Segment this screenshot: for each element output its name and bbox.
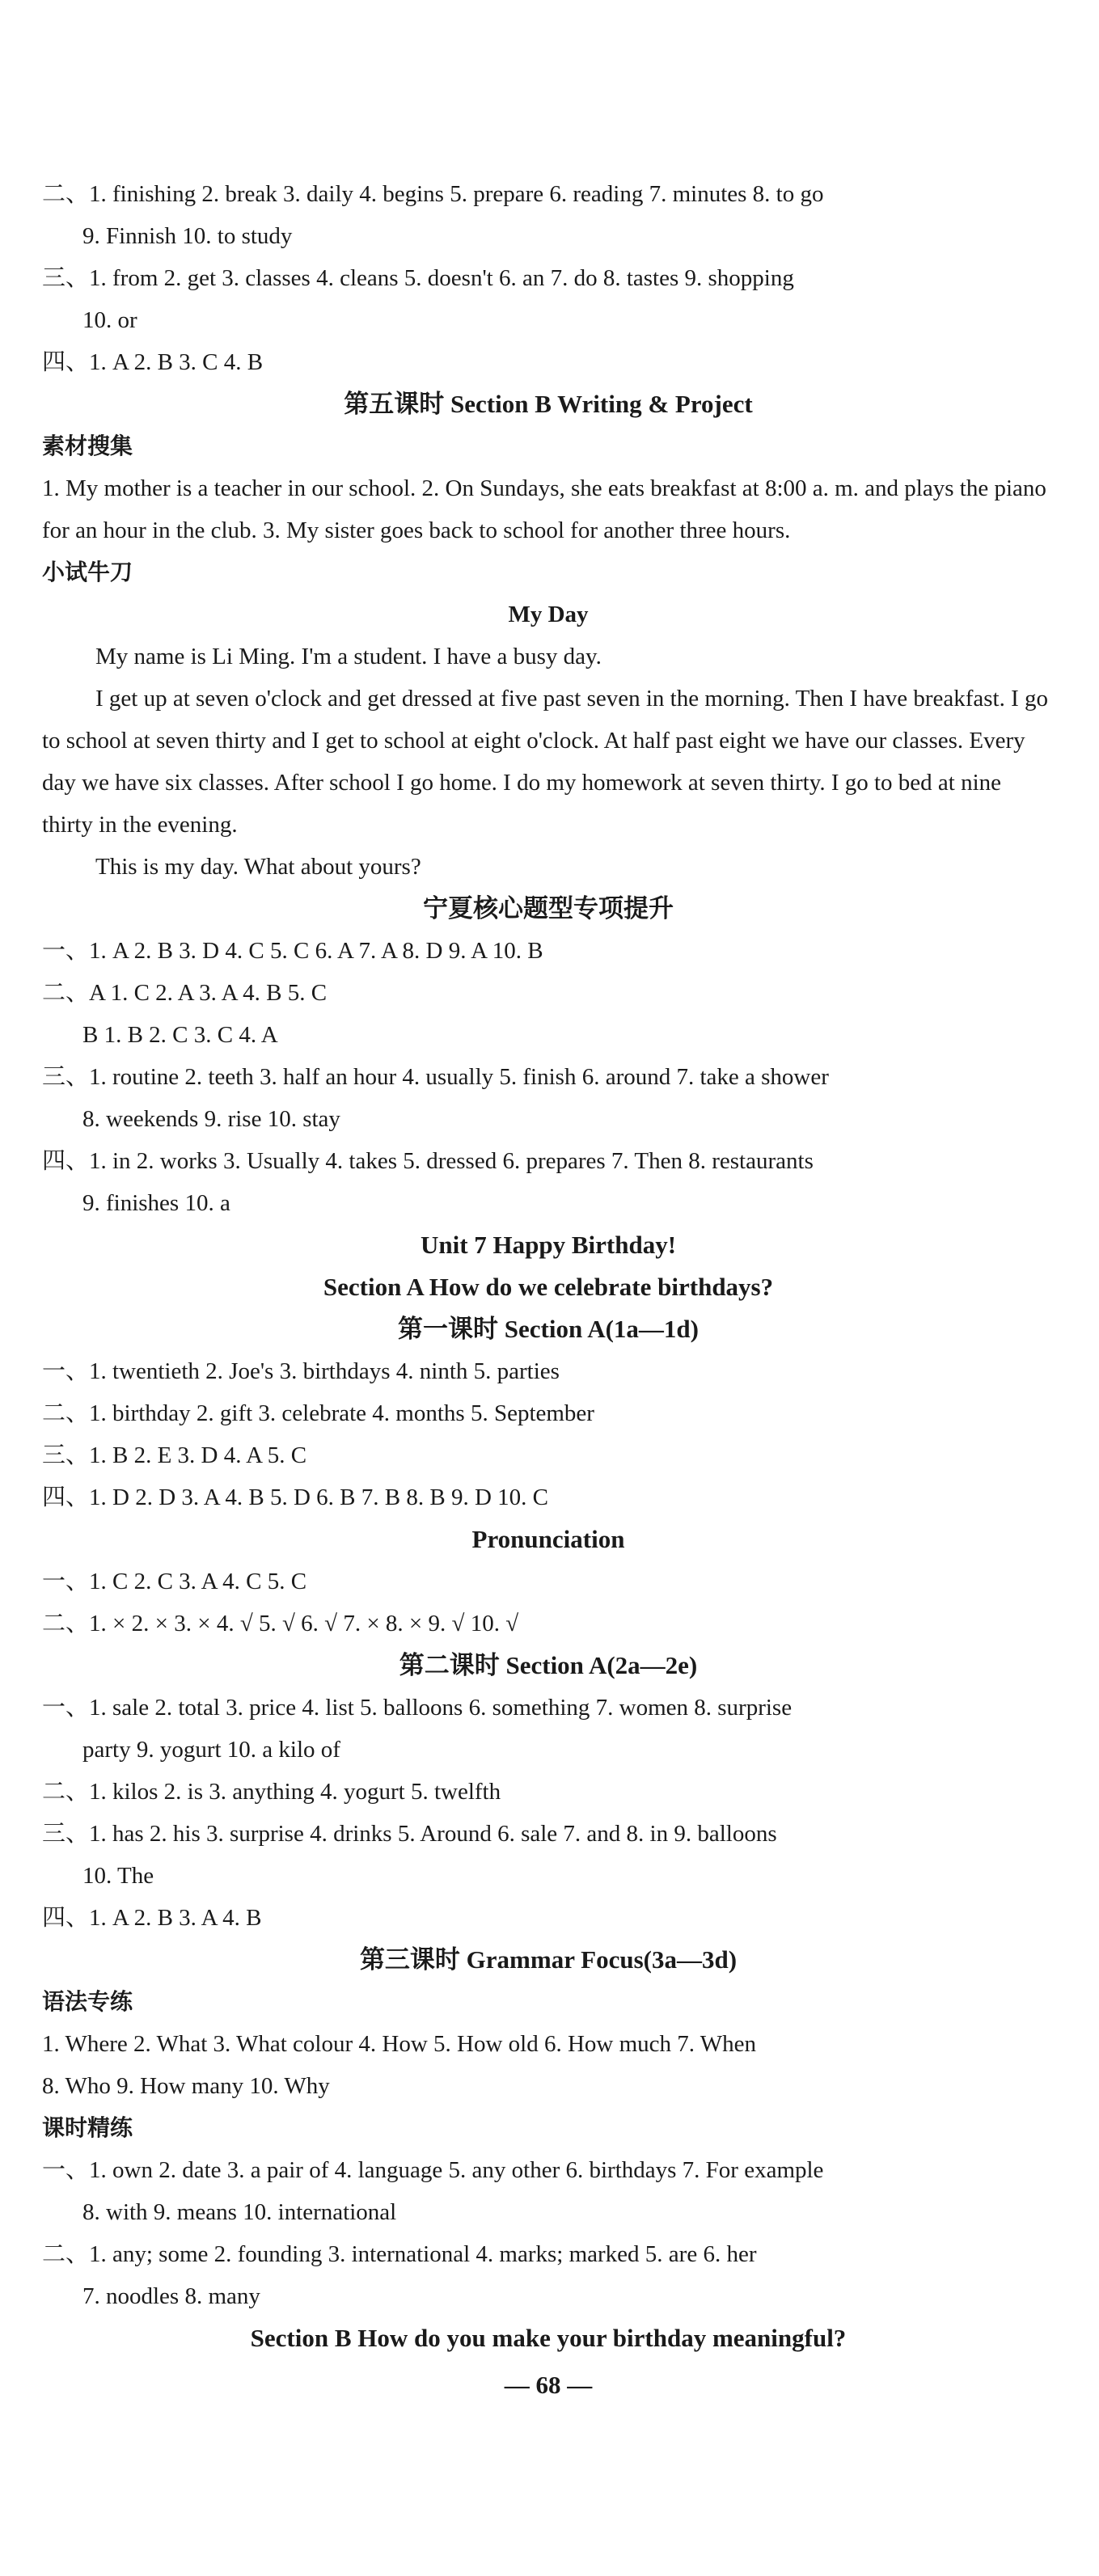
section-label: 素材搜集 — [42, 433, 133, 459]
answer-line: 四、1. in 2. works 3. Usually 4. takes 5. dressed 6. prepares 7. Then 8. restaurants — [42, 1148, 814, 1174]
material-text: 1. My mother is a teacher in our school. 2. On Sundays, she eats breakfast at 8:00 a. m. and plays the piano for an hour in the club. 3. My sister goes back to school for another three hours. — [42, 475, 1046, 543]
answer-line: 二、1. birthday 2. gift 3. celebrate 4. months 5. September — [42, 1400, 594, 1426]
essay-paragraph: My name is Li Ming. I'm a student. I have a busy day. — [95, 644, 602, 669]
answer-content — [42, 173, 1055, 2406]
answer-line: 一、1. own 2. date 3. a pair of 4. language 5. any other 6. birthdays 7. For example — [42, 2157, 824, 2183]
answer-line: 9. finishes 10. a — [82, 1190, 230, 1216]
section-title: Section B How do you make your birthday meaningful? — [250, 2324, 847, 2352]
answer-line: 10. The — [82, 1863, 154, 1889]
lesson-heading: 宁夏核心题型专项提升 — [423, 894, 674, 923]
answer-line: 一、1. sale 2. total 3. price 4. list 5. balloons 6. something 7. women 8. surprise — [42, 1695, 793, 1721]
section-label: 课时精练 — [42, 2114, 133, 2141]
answer-line: 三、1. has 2. his 3. surprise 4. drinks 5. Around 6. sale 7. and 8. in 9. balloons — [42, 1821, 777, 1847]
answer-line: 三、1. B 2. E 3. D 4. A 5. C — [42, 1442, 307, 1468]
answer-line: party 9. yogurt 10. a kilo of — [82, 1737, 340, 1763]
answer-line: 一、1. twentieth 2. Joe's 3. birthdays 4. ninth 5. parties — [42, 1358, 560, 1384]
answer-line: 四、1. D 2. D 3. A 4. B 5. D 6. B 7. B 8. B 9. D 10. C — [42, 1484, 548, 1510]
section-title: Section A How do we celebrate birthdays? — [323, 1273, 774, 1301]
essay-title: My Day — [508, 602, 589, 627]
section-label: 语法专练 — [42, 1988, 133, 2015]
answer-line: 二、1. × 2. × 3. × 4. √ 5. √ 6. √ 7. × 8. × 9. √ 10. √ — [42, 1611, 519, 1636]
answer-line: 7. noodles 8. many — [82, 2283, 260, 2309]
essay-paragraph: This is my day. What about yours? — [95, 854, 421, 880]
answer-line: 10. or — [82, 307, 137, 333]
lesson-heading: Pronunciation — [471, 1525, 625, 1553]
answer-line: 三、1. routine 2. teeth 3. half an hour 4. usually 5. finish 6. around 7. take a shower — [42, 1064, 829, 1090]
section-label: 小试牛刀 — [42, 559, 133, 585]
lesson-heading: 第三课时 Grammar Focus(3a—3d) — [359, 1945, 738, 1974]
answer-line: 四、1. A 2. B 3. C 4. B — [42, 349, 264, 375]
answer-line: 二、1. finishing 2. break 3. daily 4. begins 5. prepare 6. reading 7. minutes 8. to go — [42, 181, 824, 207]
answer-line: B 1. B 2. C 3. C 4. A — [82, 1022, 278, 1048]
essay-paragraph: I get up at seven o'clock and get dressed at five past seven in the morning. Then I have breakfast. I go to school at seven thirty and I get to school at eight o'clock. At half past eight we have our classes. Every day we have six classes. After school I go home. I do my homework at seven thirty. I go to bed at nine thirty in the evening. — [42, 686, 1048, 838]
answer-line: 二、A 1. C 2. A 3. A 4. B 5. C — [42, 980, 328, 1006]
answer-line: 二、1. kilos 2. is 3. anything 4. yogurt 5. twelfth — [42, 1779, 501, 1805]
answer-line: 8. with 9. means 10. international — [82, 2199, 397, 2225]
unit-title: Unit 7 Happy Birthday! — [420, 1231, 677, 1259]
answer-line: 一、1. A 2. B 3. D 4. C 5. C 6. A 7. A 8. D 9. A 10. B — [42, 938, 543, 964]
answer-line: 四、1. A 2. B 3. A 4. B — [42, 1905, 262, 1931]
page-number: — 68 — — [504, 2371, 593, 2399]
answer-line: 1. Where 2. What 3. What colour 4. How 5. How old 6. How much 7. When — [42, 2031, 756, 2057]
lesson-heading: 第五课时 Section B Writing & Project — [344, 390, 753, 418]
answer-line: 一、1. C 2. C 3. A 4. C 5. C — [42, 1569, 307, 1594]
answer-line: 8. weekends 9. rise 10. stay — [82, 1106, 340, 1132]
answer-line: 三、1. from 2. get 3. classes 4. cleans 5. doesn't 6. an 7. do 8. tastes 9. shopping — [42, 265, 794, 291]
answer-line: 二、1. any; some 2. founding 3. international 4. marks; marked 5. are 6. her — [42, 2241, 757, 2267]
answer-line: 9. Finnish 10. to study — [82, 223, 293, 249]
lesson-heading: 第二课时 Section A(2a—2e) — [399, 1651, 698, 1679]
answer-line: 8. Who 9. How many 10. Why — [42, 2073, 330, 2099]
lesson-heading: 第一课时 Section A(1a—1d) — [398, 1315, 699, 1343]
